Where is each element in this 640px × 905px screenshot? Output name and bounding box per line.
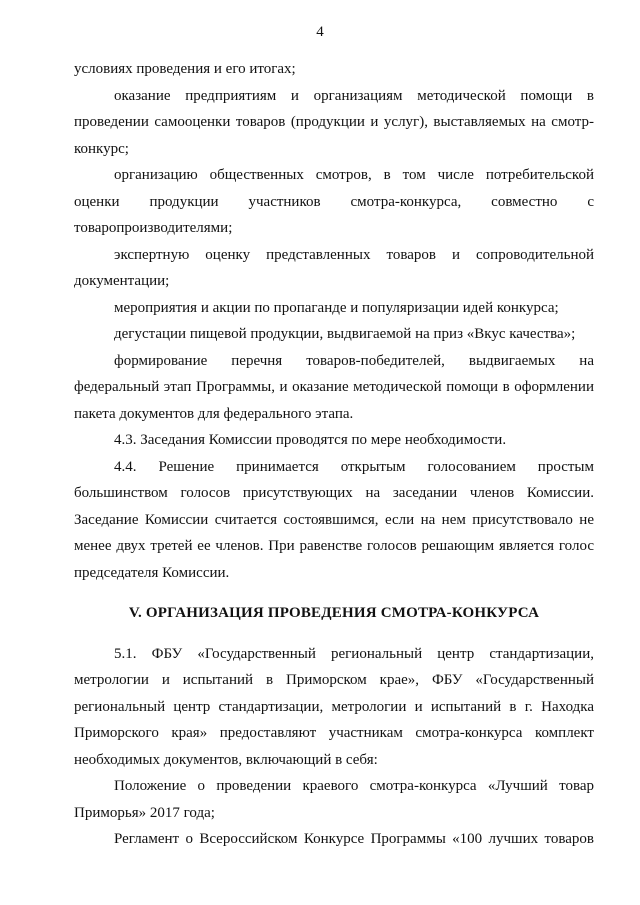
- paragraph-8: 4.4. Решение принимается открытым голосованием простым большинством голосов присутствующих на заседании членов Комиссии. Заседание Комиссии считается состоявшимся, если на нем присутствовало не менее двух третей ее членов. При равенстве голосов решающим является голос председателя Комиссии.: [74, 458, 594, 581]
- paragraph-6: формирование перечня товаров-победителей, выдвигаемых на федеральный этап Программы, и оказание методической помощи в оформлении пакета документов для федерального этапа.: [74, 352, 594, 422]
- page-number: 4: [316, 24, 324, 40]
- paragraph-2: организацию общественных смотров, в том числе потребительской оценки продукции участников смотра-конкурса, совместно с товаропроизводителями;: [74, 167, 594, 236]
- paragraph-0: условиях проведения и его итогах;: [74, 61, 296, 77]
- paragraph-10: Положение о проведении краевого смотра-конкурса «Лучший товар Приморья» 2017 года;: [74, 778, 594, 821]
- section-v: [74, 641, 594, 853]
- paragraph-7: 4.3. Заседания Комиссии проводятся по мере необходимости.: [114, 432, 507, 448]
- paragraph-1: оказание предприятиям и организациям методической помощи в проведении самооценки товаров (продукции и услуг), выставляемых на смотр-конкурс;: [74, 87, 594, 157]
- paragraph-3: экспертную оценку представленных товаров и сопроводительной документации;: [74, 246, 594, 289]
- paragraph-5: дегустации пищевой продукции, выдвигаемой на приз «Вкус качества»;: [114, 326, 576, 342]
- document-body: [74, 56, 594, 853]
- paragraph-11: Регламент о Всероссийском Конкурсе Программы «100 лучших товаров: [114, 831, 594, 847]
- section-iv-continuation: [74, 56, 594, 586]
- section-heading: V. ОРГАНИЗАЦИЯ ПРОВЕДЕНИЯ СМОТРА-КОНКУРСА: [128, 605, 540, 621]
- paragraph-9: 5.1. ФБУ «Государственный региональный центр стандартизации, метрологии и испытаний в Приморском крае», ФБУ «Государственный региональный центр стандартизации, метрологии и испытаний в г. Находка Приморского края» предоставляют участникам смотра-конкурса комплект необходимых документов, включающий в себя:: [74, 645, 594, 768]
- paragraph-4: мероприятия и акции по пропаганде и популяризации идей конкурса;: [114, 299, 559, 316]
